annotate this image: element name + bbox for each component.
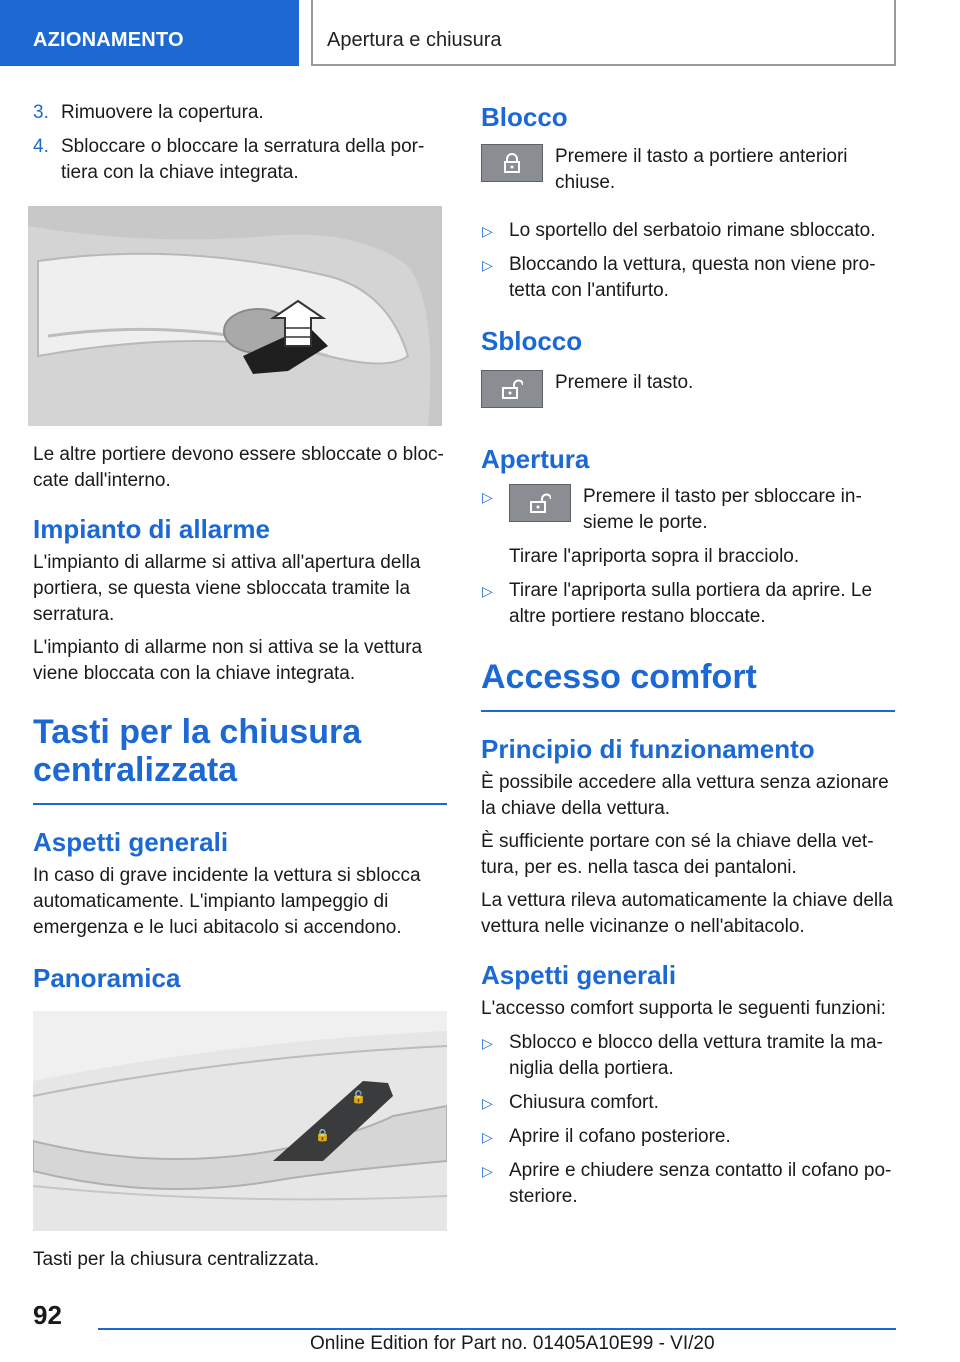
triangle-right-icon: ▷	[482, 489, 493, 505]
triangle-right-icon: ▷	[482, 223, 493, 239]
principle-paragraph: È sufficiente portare con sé la chiave della vettura, per es. nella tasca dei pantaloni.	[481, 831, 874, 878]
door-panel-illustration	[33, 1011, 447, 1231]
section-rule	[481, 710, 895, 712]
lock-text: Premere il tasto a portiere anteriori chiuse.	[555, 146, 848, 193]
open-extra-text: Tirare l'apriporta sopra il bracciolo.	[509, 546, 800, 567]
unlock-instruction	[481, 370, 895, 430]
left-column	[33, 100, 447, 1273]
triangle-right-icon: ▷	[482, 1163, 493, 1179]
central-locking-buttons-photo	[33, 1011, 447, 1231]
unlock-others-paragraph: Le altre portiere devono essere sbloccate o bloccate dall'interno.	[33, 444, 444, 491]
open-bullets	[481, 484, 895, 630]
svg-text:🔓: 🔓	[351, 1090, 366, 1104]
list-item: ▷ Bloccando la vettura, questa non viene protetta con l'antifurto.	[482, 254, 876, 301]
list-item: ▷ Chiusura comfort.	[481, 1090, 895, 1116]
list-item: ▷ Lo sportello del serbatoio rimane sbloccato.	[481, 218, 895, 244]
lock-closed-icon	[481, 144, 543, 182]
list-item: ▷ Tirare l'apriporta sulla portiera da aprire. Le altre portiere restano bloccate.	[482, 580, 873, 627]
svg-text:🔒: 🔒	[315, 1128, 330, 1142]
list-item: ▷ Aprire il cofano posteriore.	[481, 1124, 895, 1150]
chapter-title: Apertura e chiusura	[311, 0, 896, 66]
triangle-right-icon: ▷	[482, 257, 493, 273]
door-lock-photo	[28, 206, 442, 426]
section-tab: AZIONAMENTO	[0, 0, 299, 66]
photo-caption: Tasti per la chiusura centralizzata.	[33, 1249, 320, 1270]
step-list	[33, 100, 447, 186]
central-locking-heading: Tasti per la chiusura centralizzata	[33, 713, 362, 789]
unlock-heading: Sblocco	[481, 326, 583, 356]
list-item	[481, 484, 895, 570]
open-text: Premere il tasto per sbloccare insieme le porte.	[583, 486, 862, 533]
principle-heading: Principio di funzionamento	[481, 734, 815, 764]
footer-rule	[98, 1328, 896, 1330]
lock-open-icon	[481, 370, 543, 408]
step-item: 3. Rimuovere la copertura.	[33, 102, 264, 123]
page-number: 92	[33, 1300, 62, 1330]
general-paragraph: In caso di grave incidente la vettura si sblocca automaticamente. L'impianto lampeggio di emergenza e le luci abitacolo si accendono.	[33, 865, 421, 938]
unlock-text: Premere il tasto.	[555, 372, 694, 393]
comfort-access-heading: Accesso comfort	[481, 658, 757, 696]
edition-note: Online Edition for Part no. 01405A10E99 - VI/20	[310, 1333, 715, 1354]
comfort-bullets	[481, 1030, 895, 1210]
lock-bullets	[481, 218, 895, 304]
principle-paragraph: È possibile accedere alla vettura senza azionare la chiave della vettura.	[481, 772, 889, 819]
door-handle-illustration	[28, 206, 442, 426]
lock-instruction	[481, 144, 895, 204]
triangle-right-icon: ▷	[482, 1129, 493, 1145]
step-item: 4. Sbloccare o bloccare la serratura della portiera con la chiave integrata.	[33, 136, 425, 183]
lock-open-icon	[509, 484, 571, 522]
principle-paragraph: La vettura rileva automaticamente la chiave della vettura nelle vicinanze o nell'abitacolo.	[481, 890, 893, 937]
triangle-right-icon: ▷	[482, 583, 493, 599]
triangle-right-icon: ▷	[482, 1095, 493, 1111]
alarm-paragraph: L'impianto di allarme si attiva all'apertura della portiera, se questa viene sbloccata tramite la serratura.	[33, 552, 421, 625]
right-column	[481, 100, 895, 1220]
list-item: ▷ Sblocco e blocco della vettura tramite la maniglia della portiera.	[482, 1032, 883, 1079]
general-heading: Aspetti generali	[33, 827, 229, 857]
list-item: ▷ Aprire e chiudere senza contatto il cofano posteriore.	[482, 1160, 892, 1207]
overview-heading: Panoramica	[33, 963, 181, 993]
alarm-paragraph: L'impianto di allarme non si attiva se la vettura viene bloccata con la chiave integrata.	[33, 637, 423, 684]
general-heading: Aspetti generali	[481, 960, 677, 990]
open-heading: Apertura	[481, 444, 590, 474]
alarm-heading: Impianto di allarme	[33, 514, 270, 544]
section-rule	[33, 803, 447, 805]
general-paragraph: L'accesso comfort supporta le seguenti funzioni:	[481, 998, 886, 1019]
lock-heading: Blocco	[481, 102, 568, 132]
triangle-right-icon: ▷	[482, 1035, 493, 1051]
